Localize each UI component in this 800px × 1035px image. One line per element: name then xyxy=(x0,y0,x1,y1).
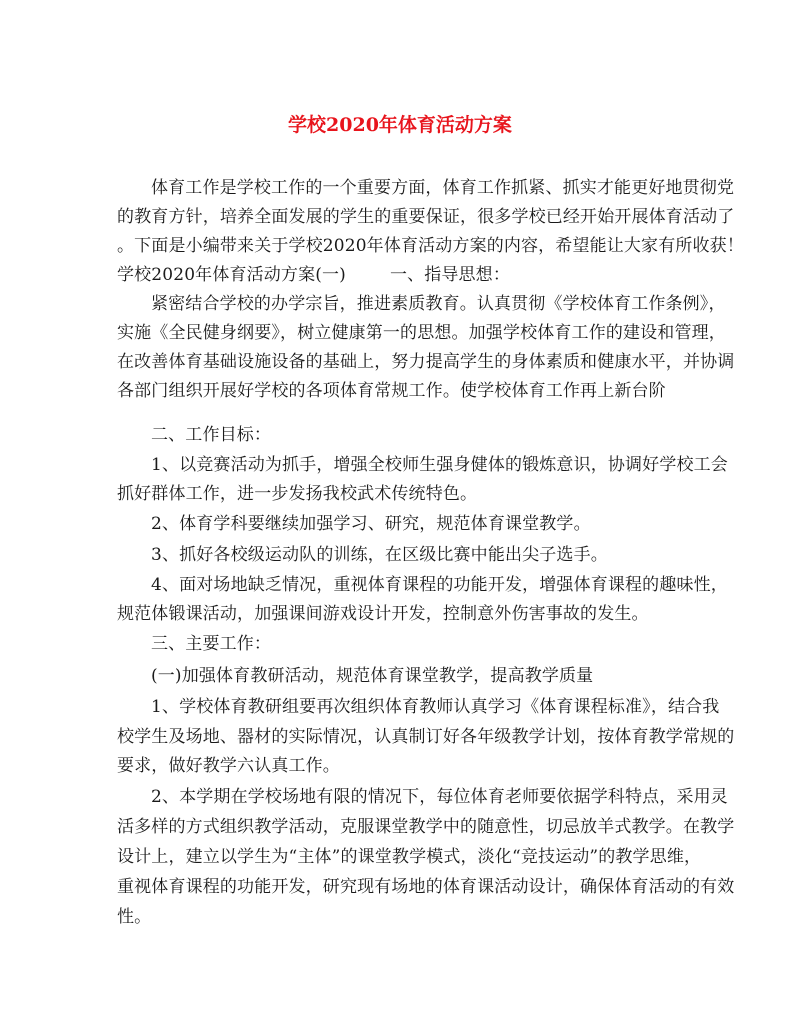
paragraph-line: 1、以竞赛活动为抓手，增强全校师生强身健体的锻炼意识，协调好学校工会 xyxy=(151,455,728,475)
paragraph-line: 4、面对场地缺乏情况，重视体育课程的功能开发，增强体育课程的趣味性， xyxy=(151,575,728,595)
paragraph-line: 。下面是小编带来关于学校2020年体育活动方案的内容，希望能让大家有所收获！ xyxy=(117,236,744,256)
paragraph-line: 的教育方针，培养全面发展的学生的重要保证，很多学校已经开始开展体育活动了 xyxy=(117,207,735,227)
subsection-heading: (一)加强体育教研活动，规范体育课堂教学，提高教学质量 xyxy=(151,666,594,686)
paragraph-line: 校学生及场地、器材的实际情况，认真制订好各年级教学计划，按体育教学常规的 xyxy=(117,727,735,747)
section-heading: 三、主要工作： xyxy=(151,634,272,654)
section-heading: 二、工作目标： xyxy=(151,425,272,445)
paragraph-line: 2、本学期在学校场地有限的情况下，每位体育老师要依据学科特点，采用灵 xyxy=(151,787,728,807)
section-title: 学校2020年体育活动方案(一) xyxy=(117,265,346,285)
paragraph-line: 在改善体育基础设施设备的基础上，努力提高学生的身体素质和健康水平，并协调 xyxy=(117,352,735,372)
paragraph-line: 抓好群体工作，进一步发扬我校武术传统特色。 xyxy=(117,484,478,504)
paragraph-line: 规范体锻课活动，加强课间游戏设计开发，控制意外伤害事故的发生。 xyxy=(117,604,649,624)
paragraph-line: 3、抓好各校级运动队的训练，在区级比赛中能出尖子选手。 xyxy=(151,545,608,565)
paragraph-line: 2、体育学科要继续加强学习、研究，规范体育课堂教学。 xyxy=(151,514,591,534)
paragraph-line xyxy=(117,260,510,290)
paragraph-line: 体育工作是学校工作的一个重要方面，体育工作抓紧、抓实才能更好地贯彻党 xyxy=(151,178,735,198)
paragraph-line: 重视体育课程的功能开发，研究现有场地的体育课活动设计，确保体育活动的有效 xyxy=(117,877,735,897)
paragraph-line: 紧密结合学校的办学宗旨，推进素质教育。认真贯彻《学校体育工作条例》， xyxy=(151,294,726,314)
section-heading: 一、指导思想： xyxy=(389,265,510,285)
document-title: 学校2020年体育活动方案 xyxy=(288,114,512,136)
paragraph-line: 要求，做好教学六认真工作。 xyxy=(117,756,340,776)
paragraph-line: 设计上，建立以学生为“主体”的课堂教学模式，淡化“竞技运动”的教学思维， xyxy=(117,847,702,867)
paragraph-line: 活多样的方式组织教学活动，克服课堂教学中的随意性，切忌放羊式教学。在教学 xyxy=(117,817,735,837)
paragraph-line: 1、学校体育教研组要再次组织体育教师认真学习《体育课程标准》，结合我 xyxy=(151,697,720,717)
paragraph-line: 各部门组织开展好学校的各项体育常规工作。使学校体育工作再上新台阶 xyxy=(117,381,666,401)
paragraph-line: 实施《全民健身纲要》，树立健康第一的思想。加强学校体育工作的建设和管理， xyxy=(117,323,726,343)
paragraph-line: 性。 xyxy=(117,907,152,927)
